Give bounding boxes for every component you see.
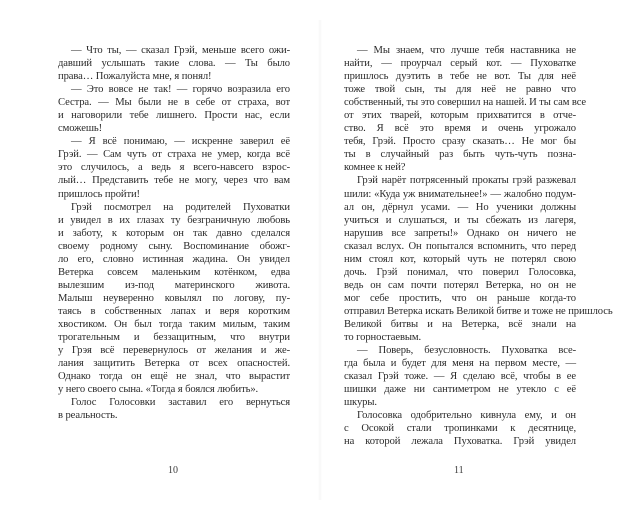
text-line: права… Пожалуйста мне, я понял!: [58, 71, 212, 83]
text-line: — Что ты, — сказал Грэй, меньше всего ожи-: [71, 45, 290, 56]
text-line: от этих тварей, которым прихватится в отче-: [344, 110, 576, 122]
text-line: — Я всё понимаю, — искренне заверил её: [71, 136, 290, 148]
text-line: и увидел в их глазах ту безграничную любовь: [58, 214, 290, 226]
text-line: лания защитить Ветерка от всех опасностей.: [58, 358, 290, 370]
text-line: мог себе простить, что он раньше когда-то: [344, 292, 576, 304]
text-line: комнее к ней?: [344, 162, 406, 174]
text-line: вылезшим из-под материнского живота.: [58, 279, 290, 291]
left-page: [58, 44, 290, 464]
text-line: ство. Я всё это время и очень угрожало: [344, 123, 576, 135]
text-line: найти, — проурчал серый кот. — Пуховатке: [344, 58, 576, 70]
left-page-number: 10: [168, 465, 178, 476]
right-page-number: 11: [454, 465, 464, 476]
text-line: собственный, ты это совершил на нашей. И ты сам все: [344, 97, 587, 109]
text-line: Однако тогда он ещё не знал, что вырастит: [58, 371, 290, 383]
text-line: — Это вовсе не так! — горячо возразила его: [71, 84, 290, 96]
text-line: — Поверь, безусловность. Пуховатка все-: [357, 345, 576, 357]
text-line: ты в случайный раз быть чуть-чуть позна-: [344, 149, 576, 161]
text-line: ал он, дёрнул усами. — Но ученики должны: [344, 201, 576, 213]
text-line: то горностаевым.: [344, 332, 422, 344]
text-line: Ветерка совсем маленьким котёнком, едва: [58, 266, 290, 278]
text-line: тебя, Грэй. Просто сразу сказать… Не мог бы: [344, 136, 576, 148]
right-page: [344, 44, 613, 464]
text-line: Грэй. — Сам чуть от страха не умер, когда всё: [58, 149, 290, 161]
text-line: давший услышать такие слова. — Ты было: [58, 58, 290, 70]
text-line: хвостиком. Он был тогда таким милым, таким: [58, 318, 290, 330]
text-line: Голос Голосовки заставил его вернуться: [71, 397, 290, 409]
text-line: сказал Грэй тоже. — Я сделаю всё, чтобы в ее: [344, 371, 576, 383]
text-line: Великой битвы и на Ветерка, всё знали на: [344, 318, 576, 330]
book-gutter: [318, 20, 322, 500]
text-line: дочь. Грэй понимал, что поверил Голосовка,: [344, 266, 576, 278]
text-line: — Мы знаем, что лучше тебя наставника не: [357, 45, 576, 56]
text-line: тоже твой сын, ты для неё не равно что: [344, 84, 576, 96]
text-line: нарушив все запреты!» Однако он ничего не: [344, 227, 576, 239]
text-line: это случилось, а ведь я всего-навсего взрос-: [58, 162, 290, 174]
text-line: Грэй посмотрел на родителей Пуховатки: [71, 201, 290, 213]
text-line: пришлось пройти!: [58, 188, 140, 200]
text-line: Голосовка одобрительно кивнула ему, и он: [357, 410, 576, 422]
text-line: Малыш неуверенно ковылял по логову, пу-: [58, 292, 290, 304]
text-line: своему родному сыну. Воспоминание обожг-: [58, 240, 290, 252]
text-line: гда была и будет для меня на первом месте, —: [344, 358, 576, 370]
text-line: и наговорили тебе лишнего. Прости нас, если: [58, 110, 290, 122]
text-line: в реальность.: [58, 410, 118, 422]
text-line: и заботу, к которым он так давно сделался: [58, 227, 290, 239]
text-line: таясь в собственных лапах и веря коротким: [58, 305, 290, 317]
text-line: шкуры.: [344, 397, 377, 409]
text-line: с Осокой стали тропинками к десятнице,: [344, 423, 576, 435]
text-line: Грэй нарёт потрясенный прокаты грэй разжевал: [357, 175, 576, 187]
text-line: пришлось дуэтить в тебе не вот. Ты для неё: [344, 71, 576, 83]
text-line: сможешь!: [58, 123, 103, 135]
text-line: учиться и слушаться, и ты сбежать из лагеря,: [344, 214, 576, 226]
text-line: на которой лежала Пуховатка. Грэй увидел: [344, 436, 576, 448]
text-line: ним стоял кот, который чуть не потерял свою: [344, 253, 576, 265]
text-line: шили: «Куда уж внимательнее!» — жалобно подум-: [344, 188, 576, 200]
text-line: Сестра. — Мы были не в себе от страха, вот: [58, 97, 290, 109]
text-line: ло его, словно истинная жадина. Он увидел: [58, 253, 290, 265]
text-line: у него своего сына. «Тогда я боялся любить».: [58, 384, 259, 396]
text-line: сказал вслух. Он попытался вспомнить, что перед: [344, 240, 576, 252]
text-line: шишки даже ни сантиметром не утекло с её: [344, 384, 576, 396]
text-line: трогательным и беззащитным, что внутри: [58, 332, 290, 344]
text-line: ведь он сам почти потерял Ветерка, но он не: [344, 279, 576, 291]
text-line: у Грэя всё перевернулось от желания и же-: [58, 345, 290, 357]
text-line: лый… Представить тебе не могу, через что вам: [58, 175, 290, 187]
text-line: отправил Ветерка искать Великой битве и тоже не пришлось: [344, 305, 613, 317]
